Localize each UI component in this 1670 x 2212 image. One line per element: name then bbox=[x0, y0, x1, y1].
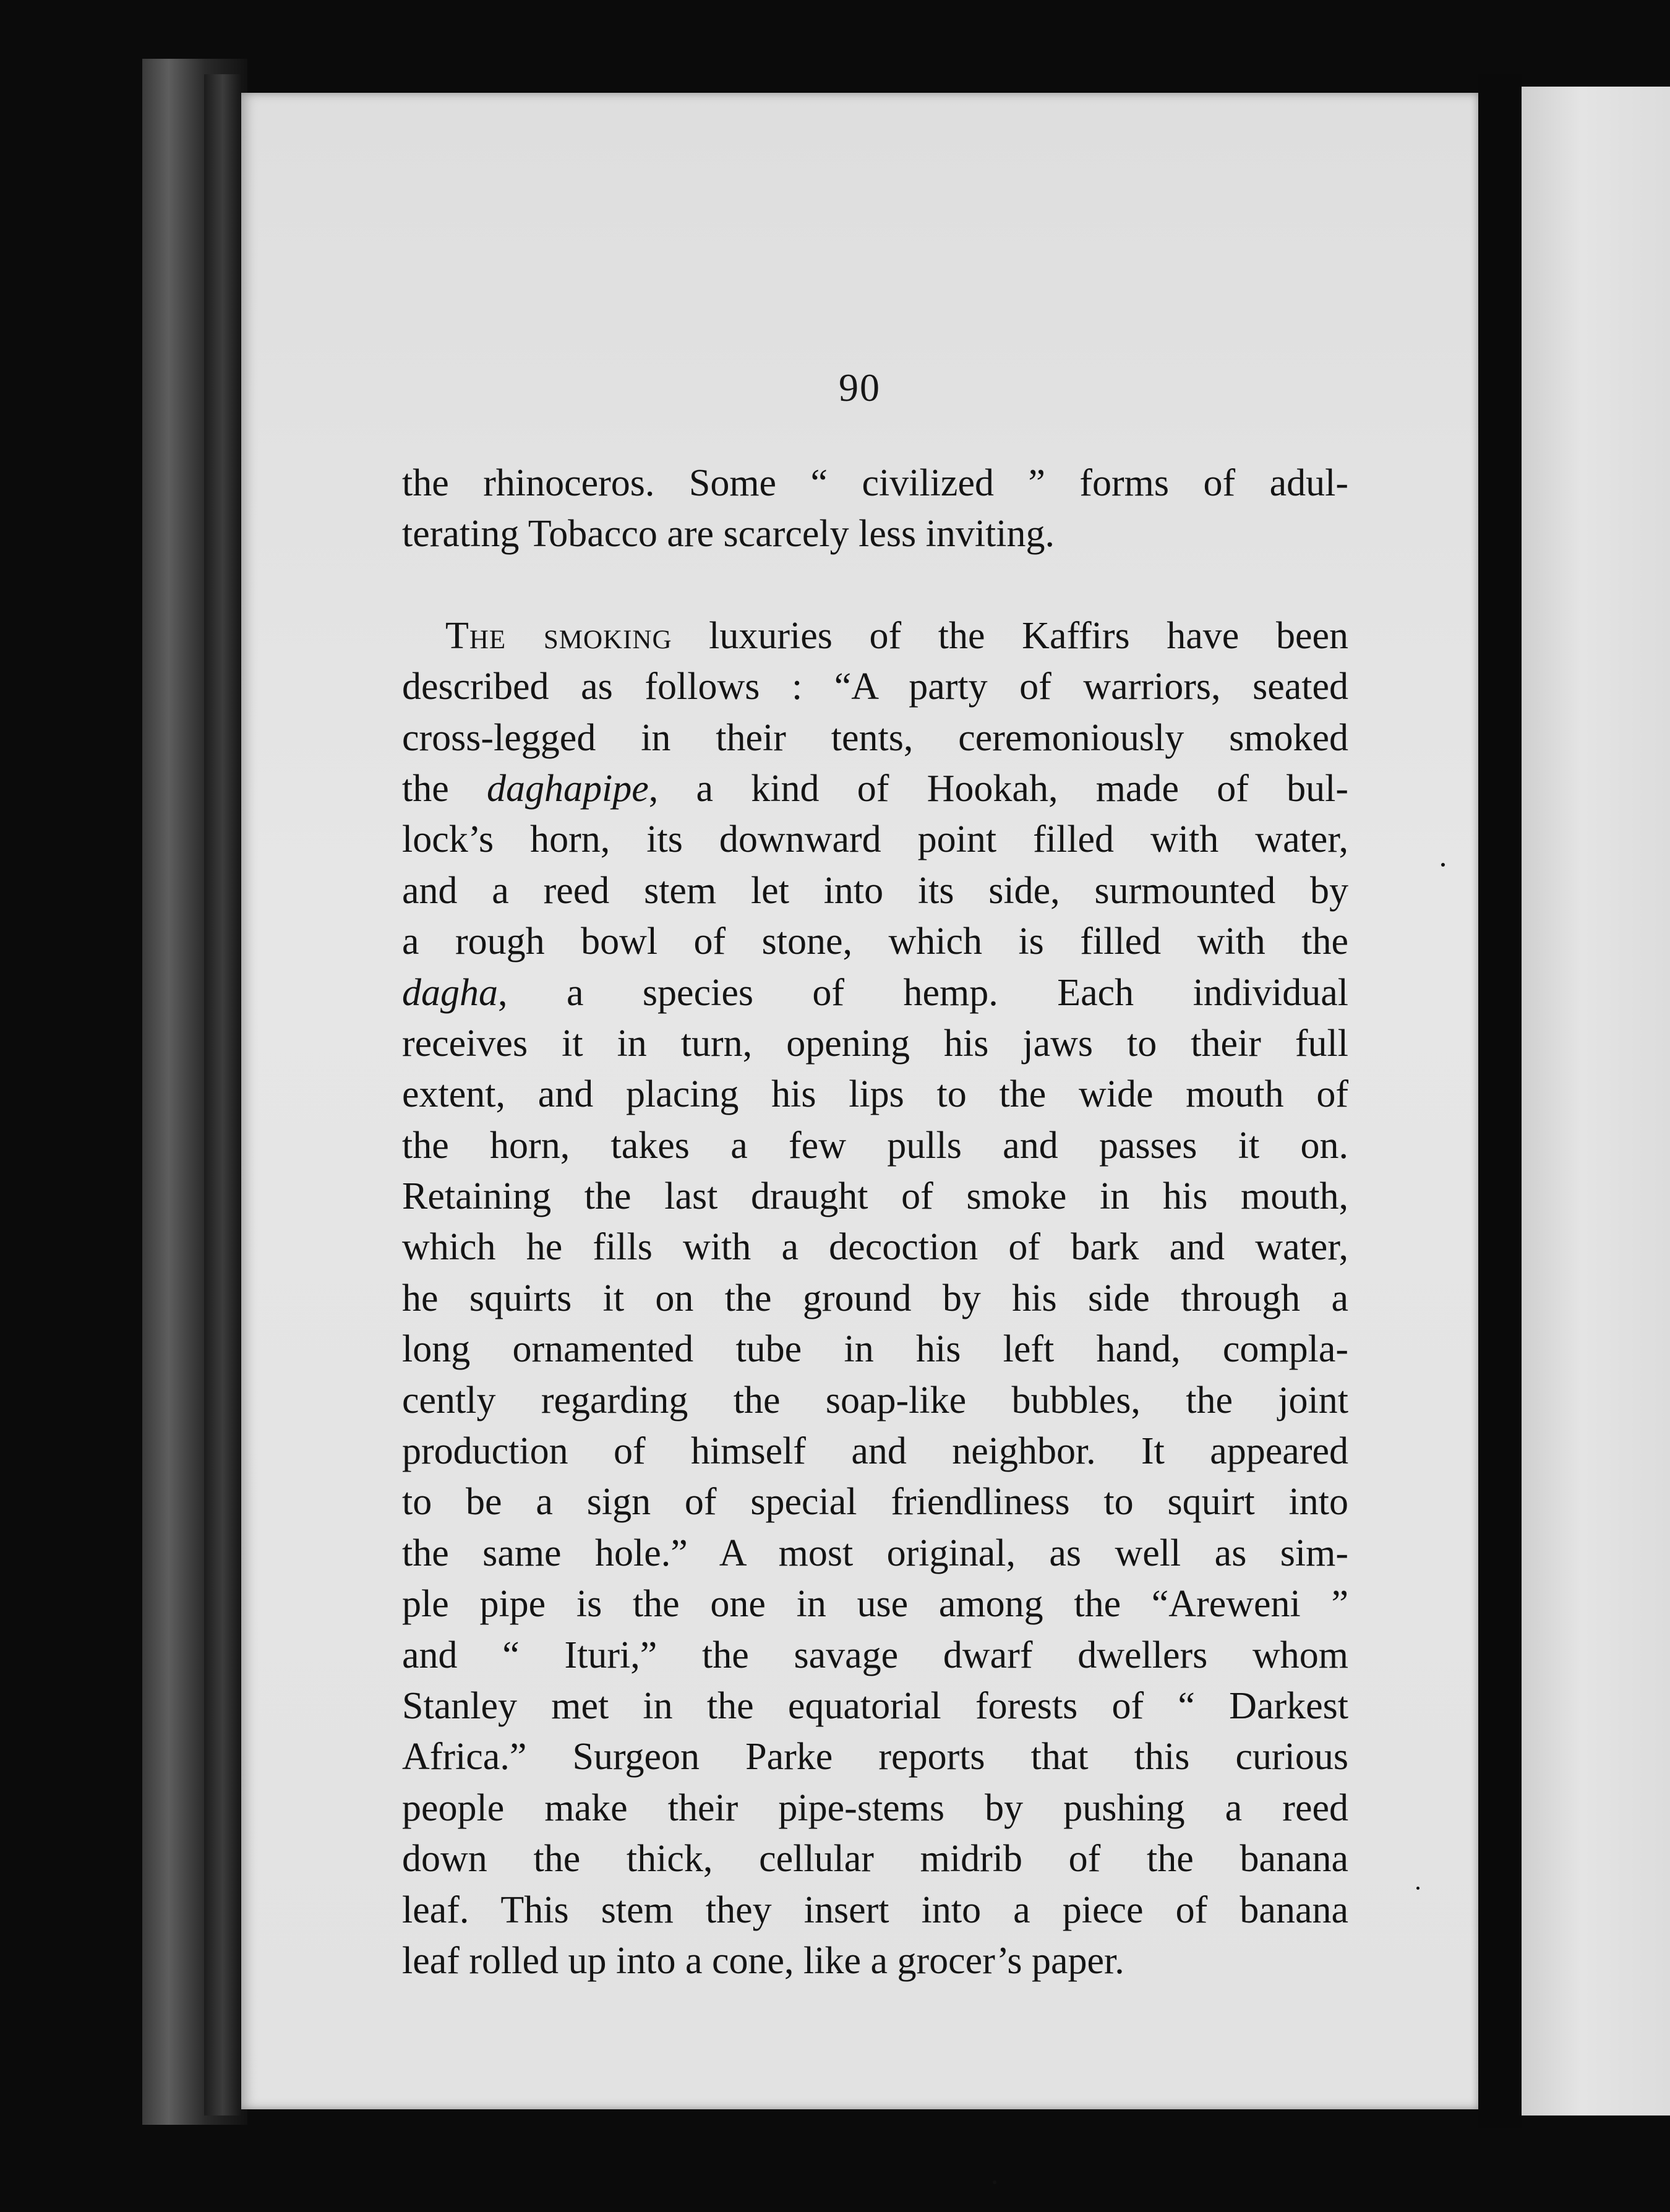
text-line: which he fills with a decoction of bark and water, bbox=[402, 1226, 1348, 1269]
text-line: the rhinoceros. Some “ civilized ” forms of adul- bbox=[402, 462, 1348, 504]
text-line: ple pipe is the one in use among the “Areweni ” bbox=[402, 1583, 1348, 1626]
book-page bbox=[241, 93, 1478, 2109]
text-line: down the thick, cellular midrib of the banana bbox=[402, 1838, 1348, 1880]
text-line: a rough bowl of stone, which is filled with the bbox=[402, 920, 1348, 963]
paragraph bbox=[402, 611, 1348, 1987]
next-page-edge bbox=[1522, 87, 1670, 2116]
text-line: cently regarding the soap-like bubbles, the joint bbox=[402, 1379, 1348, 1421]
text-line: long ornamented tube in his left hand, compla- bbox=[402, 1328, 1348, 1371]
page-gutter bbox=[1478, 74, 1522, 2128]
italic-term: daghapipe bbox=[487, 767, 649, 810]
page-number: 90 bbox=[839, 366, 881, 409]
text-line: the horn, takes a few pulls and passes it on. bbox=[402, 1124, 1348, 1167]
text-line: to be a sign of special friendliness to squirt into bbox=[402, 1481, 1348, 1524]
text-line: the same hole.” A most original, as well as sim- bbox=[402, 1532, 1348, 1574]
text-line: the daghapipe, a kind of Hookah, made of bul- bbox=[402, 767, 1348, 810]
text-line: dagha, a species of hemp. Each individual bbox=[402, 971, 1348, 1014]
text-line: lock’s horn, its downward point filled with water, bbox=[402, 818, 1348, 861]
text-line: and “ Ituri,” the savage dwarf dwellers whom bbox=[402, 1634, 1348, 1676]
text-line: extent, and placing his lips to the wide mouth of bbox=[402, 1073, 1348, 1116]
paper-speck bbox=[1441, 863, 1445, 867]
text-line: people make their pipe-stems by pushing a reed bbox=[402, 1786, 1348, 1829]
page-body bbox=[402, 458, 1348, 1986]
text-line: production of himself and neighbor. It appeared bbox=[402, 1430, 1348, 1473]
text-line: cross-legged in their tents, ceremoniously smoked bbox=[402, 716, 1348, 759]
text-line: described as follows : “A party of warriors, seated bbox=[402, 666, 1348, 708]
text-line: leaf rolled up into a cone, like a grocer’s paper. bbox=[402, 1939, 1124, 1982]
paper-speck bbox=[1416, 1887, 1419, 1890]
text-line: Stanley met in the equatorial forests of “ Darkest bbox=[402, 1684, 1348, 1727]
text-line: terating Tobacco are scarcely less inviting. bbox=[402, 513, 1055, 555]
book-spine-inner bbox=[204, 74, 241, 2116]
paper-speck bbox=[993, 2180, 996, 2184]
text-line: receives it in turn, opening his jaws to their full bbox=[402, 1022, 1348, 1065]
paragraph-lead-smallcaps: The smoking bbox=[445, 614, 672, 657]
text-line: he squirts it on the ground by his side through a bbox=[402, 1277, 1348, 1319]
italic-term: dagha bbox=[402, 971, 498, 1014]
text-line: Retaining the last draught of smoke in his mouth, bbox=[402, 1175, 1348, 1218]
text-line: and a reed stem let into its side, surmounted by bbox=[402, 869, 1348, 912]
text-line: leaf. This stem they insert into a piece of banana bbox=[402, 1888, 1348, 1931]
text-line: The smoking luxuries of the Kaffirs have been bbox=[445, 614, 1348, 657]
paragraph bbox=[402, 458, 1348, 560]
text-line: Africa.” Surgeon Parke reports that this curious bbox=[402, 1736, 1348, 1778]
